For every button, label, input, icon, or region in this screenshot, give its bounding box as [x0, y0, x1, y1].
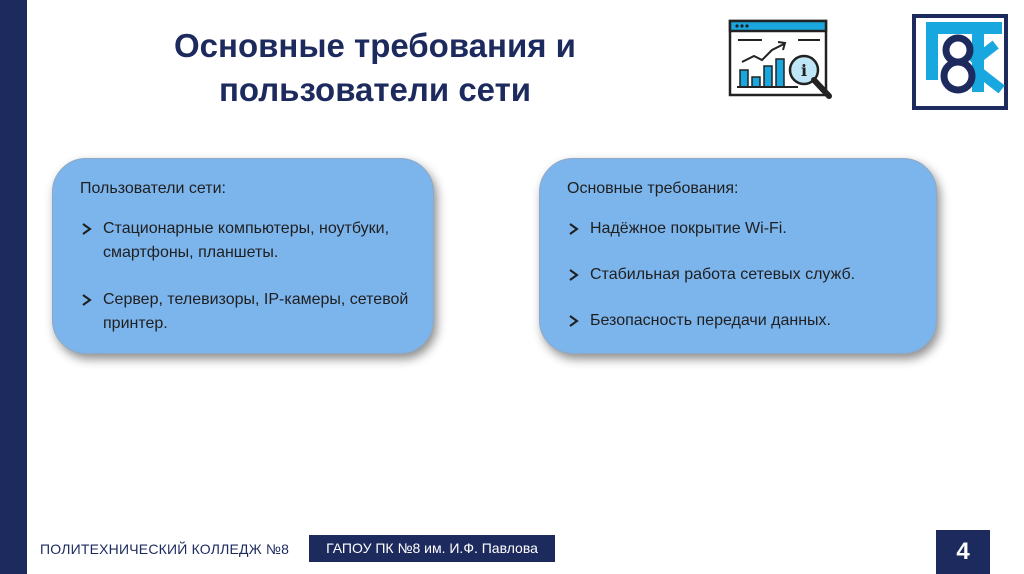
- chevron-right-icon: [81, 294, 93, 306]
- network-users-card: [52, 158, 434, 354]
- slide-title-line2: пользователи сети: [218, 71, 532, 108]
- network-users-heading: Пользователи сети:: [80, 180, 226, 197]
- slide-title: [110, 24, 640, 112]
- list-item: [80, 288, 413, 336]
- chevron-right-icon: [568, 269, 580, 281]
- requirements-card: [539, 158, 937, 354]
- footer-college-name: ПОЛИТЕХНИЧЕСКИЙ КОЛЛЕДЖ №8: [40, 541, 290, 557]
- footer-institution: ГАПОУ ПК №8 им. И.Ф. Павлова: [309, 535, 555, 562]
- report-magnifier-icon: [728, 18, 836, 108]
- list-item: [567, 217, 916, 241]
- list-item-text: Сервер, телевизоры, IP-камеры, сетевой принтер.: [103, 291, 409, 332]
- list-item: [567, 309, 916, 333]
- chevron-right-icon: [568, 223, 580, 235]
- svg-text:i: i: [800, 61, 808, 80]
- college-logo-pk8: [912, 14, 1008, 110]
- list-item-text: Безопасность передачи данных.: [590, 312, 831, 329]
- slide-title-line1: Основные требования и: [174, 27, 576, 64]
- left-accent-bar: [0, 0, 27, 574]
- network-users-list: [80, 217, 413, 336]
- page-number: 4: [936, 530, 990, 574]
- list-item-text: Стабильная работа сетевых служб.: [590, 266, 856, 283]
- chevron-right-icon: [568, 315, 580, 327]
- list-item: [567, 263, 916, 287]
- chevron-right-icon: [81, 223, 93, 235]
- list-item-text: Стационарные компьютеры, ноутбуки, смартфоны, планшеты.: [103, 220, 390, 261]
- requirements-heading: Основные требования:: [567, 180, 739, 197]
- requirements-list: [567, 217, 916, 333]
- list-item: [80, 217, 413, 265]
- list-item-text: Надёжное покрытие Wi-Fi.: [590, 220, 787, 237]
